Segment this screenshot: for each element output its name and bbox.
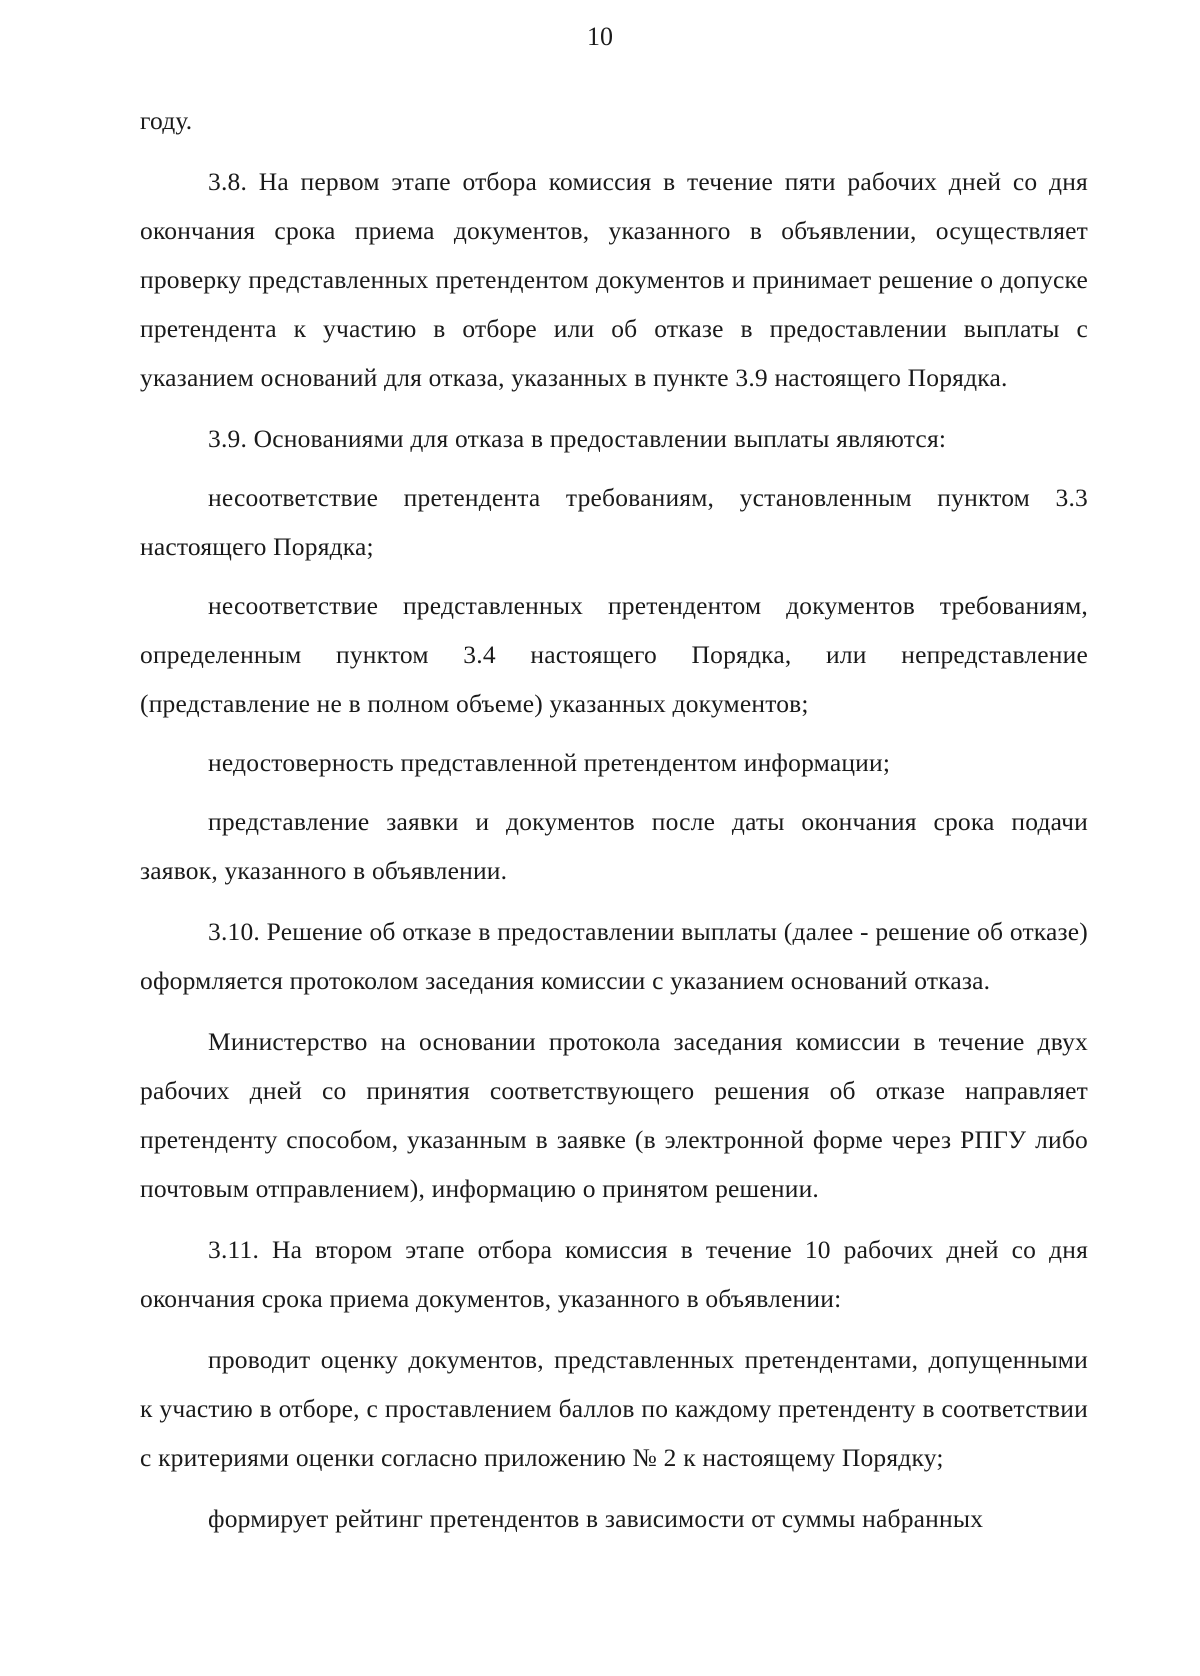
document-body bbox=[140, 96, 1088, 1555]
list-item-evaluation: проводит оценку документов, представленных претендентами, допущенными к участию в отборе, с проставлением баллов по каждому претенденту в соответствии с критериями оценки согласно приложению № 2 к настоящему Порядку; bbox=[140, 1345, 1088, 1472]
paragraph-3-11: 3.11. На втором этапе отбора комиссия в течение 10 рабочих дней со дня окончания срока приема документов, указанного в объявлении: bbox=[140, 1235, 1088, 1313]
page-number: 10 bbox=[587, 22, 613, 51]
list-item-documents-mismatch: несоответствие представленных претендентом документов требованиям, определенным пунктом 3.4 настоящего Порядка, или непредставление (представление не в полном объеме) указанных документов; bbox=[140, 591, 1088, 718]
list-item-requirements-mismatch: несоответствие претендента требованиям, установленным пунктом 3.3 настоящего Порядка; bbox=[140, 483, 1088, 561]
paragraph-3-9: 3.9. Основаниями для отказа в предоставлении выплаты являются: bbox=[208, 424, 947, 453]
list-item-late-submission: представление заявки и документов после даты окончания срока подачи заявок, указанного в объявлении. bbox=[140, 807, 1088, 885]
list-item-unreliable-info: недостоверность представленной претендентом информации; bbox=[208, 748, 891, 777]
paragraph-3-8: 3.8. На первом этапе отбора комиссия в течение пяти рабочих дней со дня окончания срока приема документов, указанного в объявлении, осуществляет проверку представленных претендентом документов и принимает решение о допуске претендента к участию в отборе или об отказе в предоставлении выплаты с указанием оснований для отказа, указанных в пункте 3.9 настоящего Порядка. bbox=[140, 167, 1088, 392]
paragraph-continuation: году. bbox=[140, 106, 193, 135]
list-item-rating: формирует рейтинг претендентов в зависимости от суммы набранных bbox=[208, 1504, 984, 1533]
paragraph-3-10: 3.10. Решение об отказе в предоставлении выплаты (далее - решение об отказе) оформляется протоколом заседания комиссии с указанием оснований отказа. bbox=[140, 917, 1088, 995]
paragraph-ministry-notification: Министерство на основании протокола заседания комиссии в течение двух рабочих дней со принятия соответствующего решения об отказе направляет претенденту способом, указанным в заявке (в электронной форме через РПГУ либо почтовым отправлением), информацию о принятом решении. bbox=[140, 1027, 1088, 1203]
